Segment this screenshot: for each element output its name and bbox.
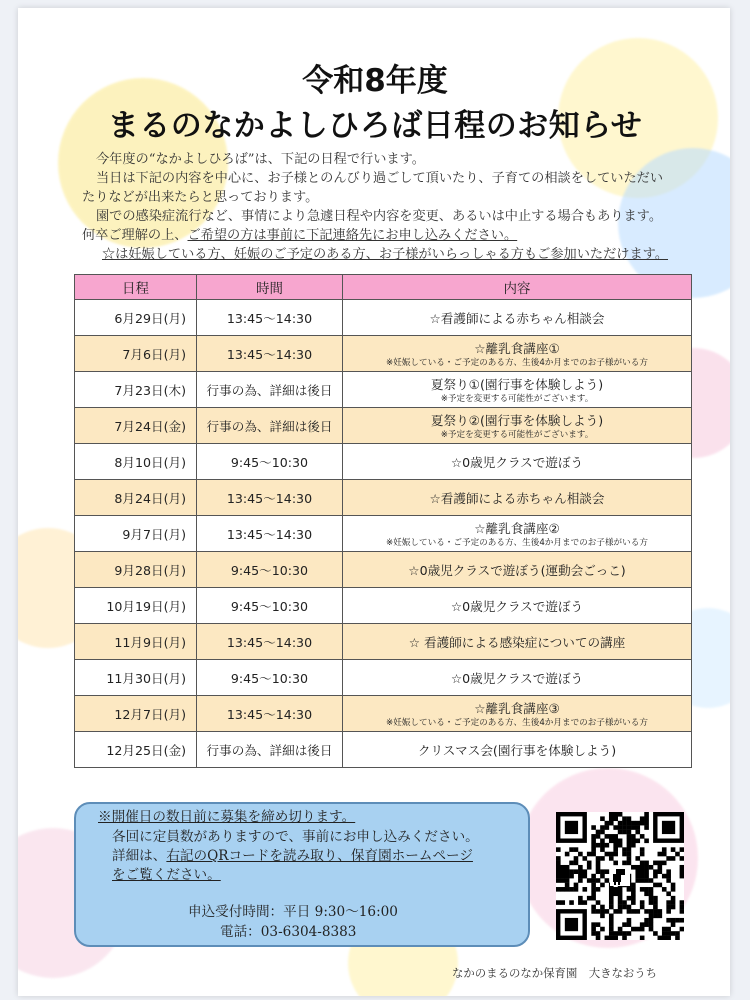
notice-qr-link[interactable]: 右記のQRコードを読み取り、保育園ホームページ bbox=[166, 848, 473, 864]
notice-box bbox=[74, 802, 530, 947]
row-time: 9:45～10:30 bbox=[197, 552, 343, 588]
row-content-title: クリスマス会(園行事を体験しよう) bbox=[417, 743, 617, 758]
row-time: 13:45～14:30 bbox=[197, 624, 343, 660]
header-date: 日程 bbox=[75, 275, 197, 300]
phone-number: 電話：03-6304-8383 bbox=[220, 924, 357, 940]
intro-text-part: 何卒ご理解の上、 bbox=[82, 228, 188, 243]
row-date: 7月6日(月) bbox=[75, 336, 197, 372]
row-time: 9:45～10:30 bbox=[197, 660, 343, 696]
page-title: まるのなかよしひろば日程のお知らせ bbox=[107, 108, 643, 144]
notice-line: をご覧ください。 bbox=[112, 867, 221, 883]
row-content-title: ☆看護師による赤ちゃん相談会 bbox=[429, 491, 605, 506]
row-content-title: ☆0歳児クラスで遊ぼう bbox=[450, 671, 584, 686]
table-row bbox=[75, 480, 692, 516]
table-row bbox=[75, 336, 692, 372]
table-row bbox=[75, 372, 692, 408]
row-content-title: ☆離乳食講座③ bbox=[474, 701, 560, 716]
row-content-title: ☆離乳食講座② bbox=[474, 521, 560, 536]
intro-underlined: ご希望の方は事前に下記連絡先にお申し込みください。 bbox=[187, 228, 518, 243]
row-content bbox=[343, 660, 692, 696]
notice-text-part: 詳細は、 bbox=[112, 848, 167, 864]
row-time: 13:45～14:30 bbox=[197, 480, 343, 516]
row-time: 行事の為、詳細は後日 bbox=[197, 372, 343, 408]
table-row bbox=[75, 660, 692, 696]
row-date: 8月10日(月) bbox=[75, 444, 197, 480]
row-content-title: ☆離乳食講座① bbox=[474, 341, 560, 356]
row-content-title: ☆ 看護師による感染症についての講座 bbox=[408, 635, 626, 650]
row-content-title: ☆0歳児クラスで遊ぼう bbox=[450, 599, 584, 614]
row-date: 12月25日(金) bbox=[75, 732, 197, 768]
qr-code[interactable] bbox=[556, 812, 684, 940]
table-row bbox=[75, 732, 692, 768]
row-content bbox=[343, 444, 692, 480]
row-date: 11月30日(月) bbox=[75, 660, 197, 696]
intro-line: 今年度の“なかよしひろば”は、下記の日程で行います。 bbox=[96, 152, 425, 167]
row-content bbox=[343, 372, 692, 408]
row-content-note: ※予定を変更する可能性がございます。 bbox=[440, 394, 594, 404]
intro-line: 当日は下記の内容を中心に、お子様とのんびり過ごして頂いたり、子育ての相談をしていただい bbox=[96, 171, 664, 186]
row-content bbox=[343, 408, 692, 444]
intro-line: 園での感染症流行など、事情により急遽日程や内容を変更、あるいは中止する場合もあります。 bbox=[96, 209, 663, 224]
row-content-note: ※妊娠している・ご予定のある方、生後4か月までのお子様がいる方 bbox=[386, 718, 648, 728]
notice-line bbox=[112, 847, 473, 867]
reception-hours: 申込受付時間：平日 9:30～16:00 bbox=[188, 904, 398, 920]
table-row bbox=[75, 516, 692, 552]
row-content bbox=[343, 696, 692, 732]
table-row bbox=[75, 300, 692, 336]
row-content-title: ☆看護師による赤ちゃん相談会 bbox=[429, 311, 605, 326]
row-content bbox=[343, 732, 692, 768]
row-date: 11月9日(月) bbox=[75, 624, 197, 660]
schedule-table bbox=[74, 274, 692, 768]
row-date: 9月7日(月) bbox=[75, 516, 197, 552]
table-header-row bbox=[75, 275, 692, 300]
header-content: 内容 bbox=[343, 275, 692, 300]
row-content-note: ※予定を変更する可能性がございます。 bbox=[440, 430, 594, 440]
row-time: 13:45～14:30 bbox=[197, 516, 343, 552]
table-row bbox=[75, 696, 692, 732]
row-time: 行事の為、詳細は後日 bbox=[197, 408, 343, 444]
notice-line: 各回に定員数がありますので、事前にお申し込みください。 bbox=[112, 829, 479, 845]
row-content bbox=[343, 516, 692, 552]
row-time: 9:45～10:30 bbox=[197, 444, 343, 480]
row-content-title: 夏祭り②(園行事を体験しよう) bbox=[430, 413, 604, 428]
table-row bbox=[75, 444, 692, 480]
row-content-title: 夏祭り①(園行事を体験しよう) bbox=[430, 377, 604, 392]
row-time: 13:45～14:30 bbox=[197, 696, 343, 732]
row-content-title: ☆0歳児クラスで遊ぼう bbox=[450, 455, 584, 470]
notice-deadline: ※開催日の数日前に募集を締め切ります。 bbox=[98, 809, 356, 825]
row-content bbox=[343, 300, 692, 336]
row-date: 7月23日(木) bbox=[75, 372, 197, 408]
intro-line bbox=[82, 226, 682, 245]
row-content bbox=[343, 624, 692, 660]
row-content-note: ※妊娠している・ご予定のある方、生後4か月までのお子様がいる方 bbox=[386, 358, 648, 368]
row-time: 13:45～14:30 bbox=[197, 336, 343, 372]
row-content-note: ※妊娠している・ご予定のある方、生後4か月までのお子様がいる方 bbox=[386, 538, 648, 548]
row-content bbox=[343, 480, 692, 516]
header-time: 時間 bbox=[197, 275, 343, 300]
row-time: 行事の為、詳細は後日 bbox=[197, 732, 343, 768]
row-date: 10月19日(月) bbox=[75, 588, 197, 624]
year-title: 令和8年度 bbox=[302, 63, 448, 99]
intro-star-note: ☆は妊娠している方、妊娠のご予定のある方、お子様がいらっしゃる方もご参加いただけます。 bbox=[102, 247, 669, 262]
table-row bbox=[75, 408, 692, 444]
row-date: 12月7日(月) bbox=[75, 696, 197, 732]
intro-text bbox=[82, 150, 682, 264]
table-row bbox=[75, 552, 692, 588]
row-time: 13:45～14:30 bbox=[197, 300, 343, 336]
qr-code-icon bbox=[556, 812, 684, 940]
row-date: 6月29日(月) bbox=[75, 300, 197, 336]
table-row bbox=[75, 624, 692, 660]
row-date: 8月24日(月) bbox=[75, 480, 197, 516]
row-date: 9月28日(月) bbox=[75, 552, 197, 588]
row-content bbox=[343, 336, 692, 372]
intro-line: たりなどが出来たらと思っております。 bbox=[82, 190, 319, 205]
row-time: 9:45～10:30 bbox=[197, 588, 343, 624]
schedule-body bbox=[75, 300, 692, 768]
row-content-title: ☆0歳児クラスで遊ぼう(運動会ごっこ) bbox=[408, 563, 626, 578]
footer-org: なかのまるのなか保育園 大きなおうち bbox=[452, 966, 658, 980]
row-content bbox=[343, 552, 692, 588]
row-content bbox=[343, 588, 692, 624]
table-row bbox=[75, 588, 692, 624]
row-date: 7月24日(金) bbox=[75, 408, 197, 444]
